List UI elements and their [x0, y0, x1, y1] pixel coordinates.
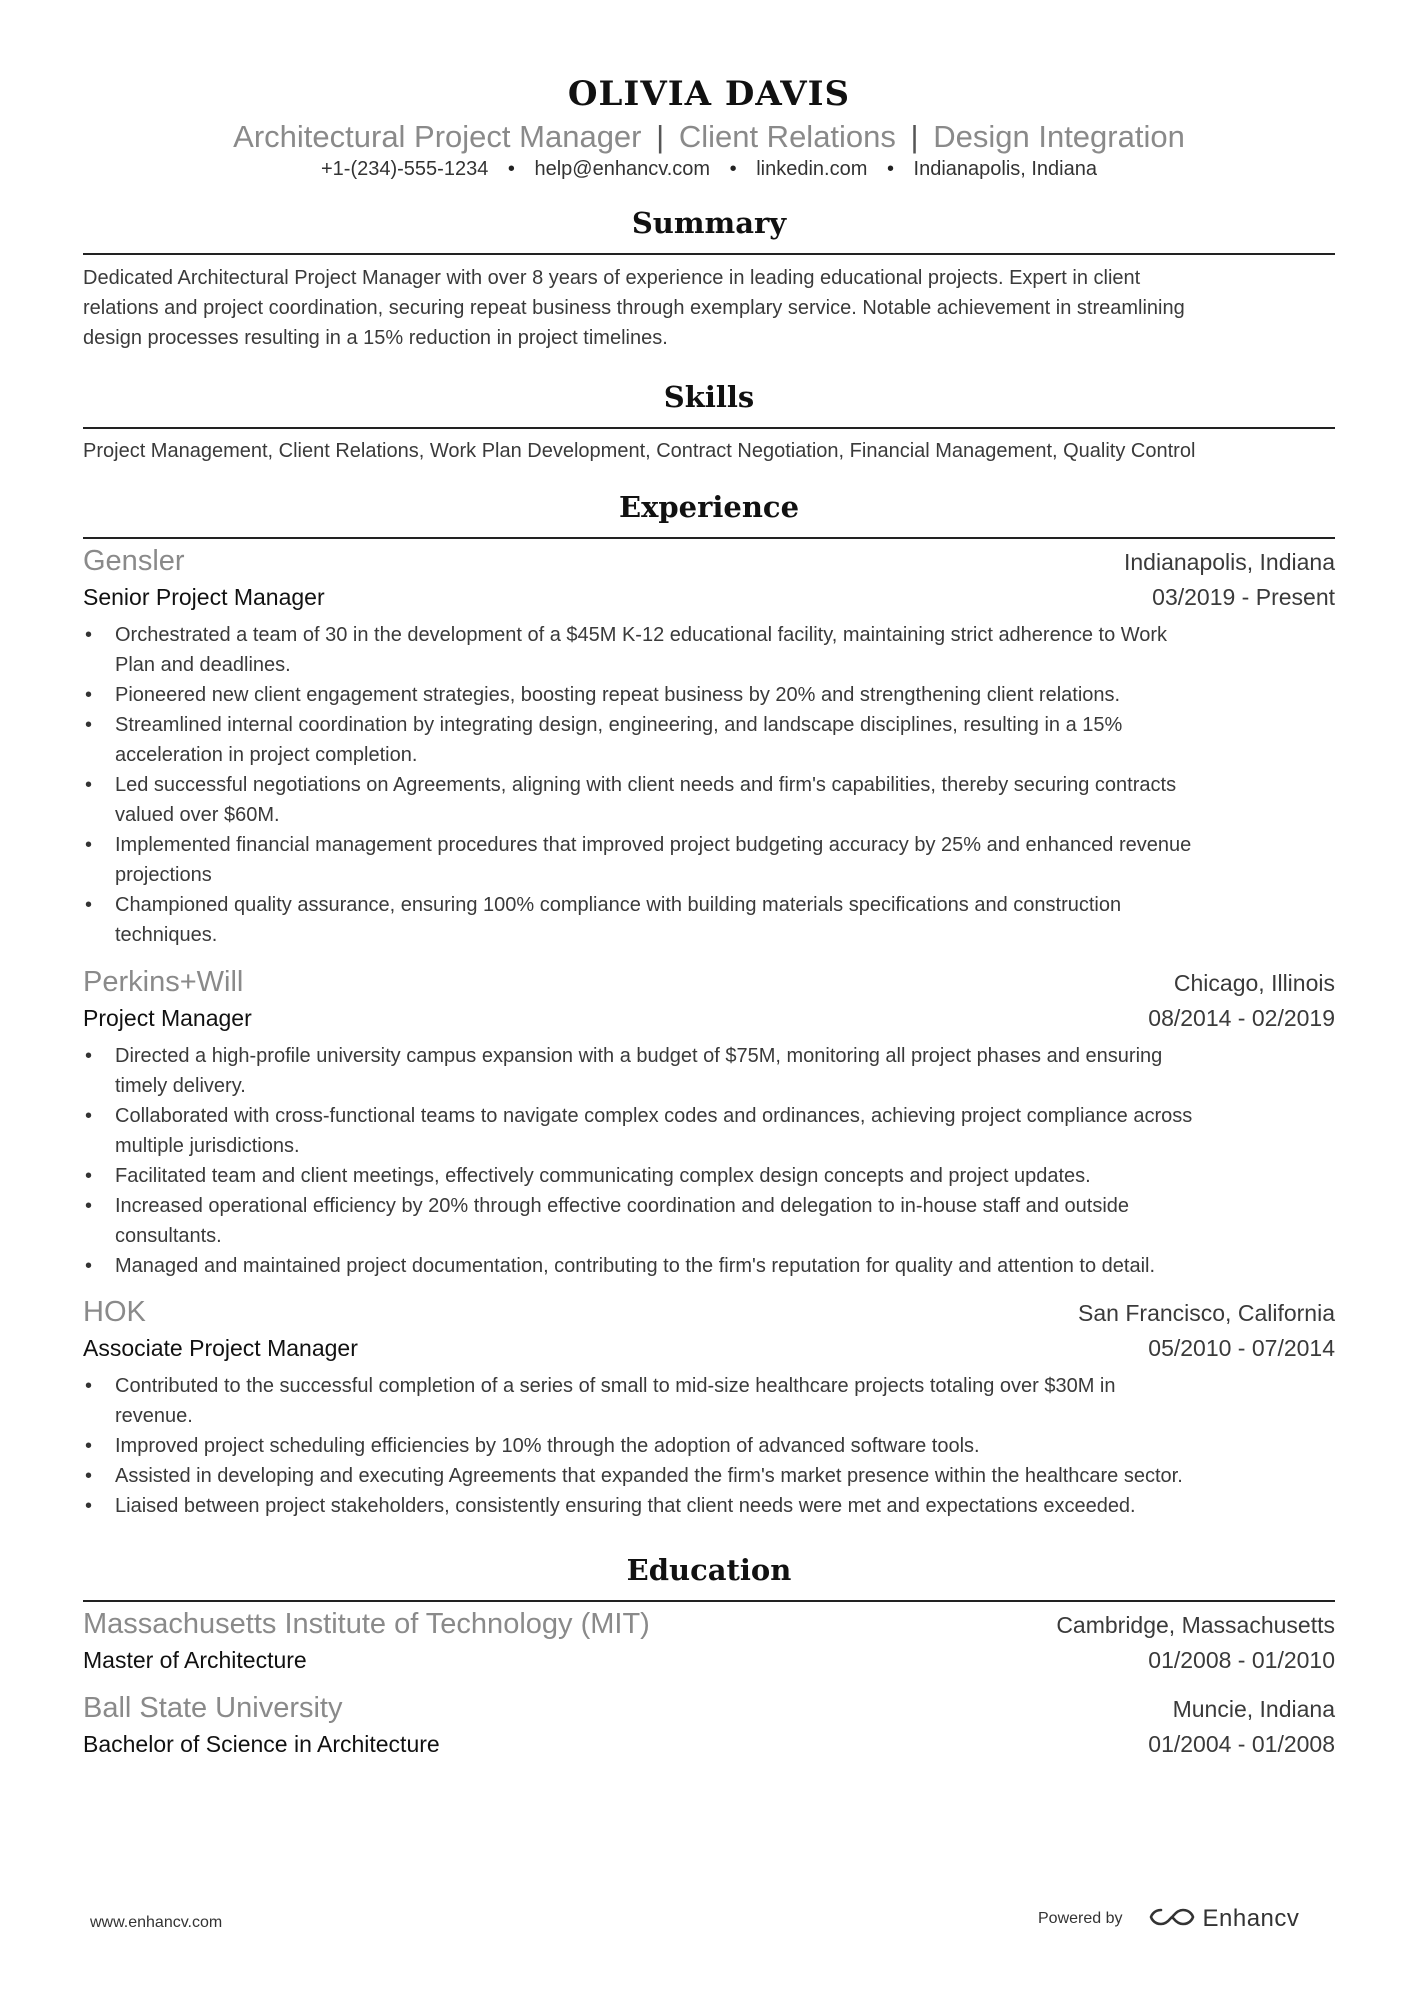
section-divider	[83, 253, 1335, 255]
job-bullets	[83, 620, 1335, 950]
school-name: Ball State University	[83, 1692, 343, 1724]
job-header	[83, 1296, 1335, 1329]
list-item: • Assisted in developing and executing Agreements that expanded the firm's market presence within the healthcare sector.	[83, 1461, 1335, 1491]
list-item: • Collaborated with cross-functional teams to navigate complex codes and ordinances, achieving project compliance across multiple jurisdictions.	[83, 1101, 1335, 1161]
headline-separator: |	[910, 119, 919, 154]
job-subheader	[83, 1335, 1335, 1362]
job-bullets	[83, 1371, 1335, 1521]
job-title: Associate Project Manager	[83, 1335, 358, 1361]
contact-phone[interactable]: +1-(234)-555-1234	[320, 158, 489, 180]
headline-separator: |	[656, 119, 665, 154]
job-subheader	[83, 1005, 1335, 1032]
summary-line: Dedicated Architectural Project Manager with over 8 years of experience in leading educational projects. Expert in client	[83, 267, 1141, 289]
education-header	[83, 1608, 1335, 1641]
job-location: Chicago, Illinois	[1173, 970, 1335, 996]
skills-list: Project Management, Client Relations, Work Plan Development, Contract Negotiation, Financial Management, Quality Control	[83, 440, 1196, 462]
job-title: Project Manager	[83, 1005, 252, 1031]
enhancv-logo-icon	[1149, 1906, 1195, 1933]
list-item: • Championed quality assurance, ensuring 100% compliance with building materials specifications and construction techniques.	[83, 890, 1335, 950]
job-dates: 03/2019 - Present	[1152, 584, 1335, 610]
section-divider	[83, 427, 1335, 429]
education-header	[83, 1692, 1335, 1725]
job-location: Indianapolis, Indiana	[1124, 549, 1335, 575]
list-item: • Implemented financial management procedures that improved project budgeting accuracy by 25% and enhanced revenue projections	[83, 830, 1335, 890]
list-item: • Contributed to the successful completion of a series of small to mid-size healthcare projects totaling over $30M in revenue.	[83, 1371, 1335, 1431]
list-item: • Increased operational efficiency by 20% through effective coordination and delegation to in-house staff and outside consultants.	[83, 1191, 1335, 1251]
powered-by-label: Powered by	[1038, 1910, 1123, 1927]
candidate-name: OLIVIA DAVIS	[567, 74, 851, 114]
job-subheader	[83, 584, 1335, 611]
education-subheader	[83, 1731, 1335, 1758]
enhancv-brand-name: Enhancv	[1202, 1905, 1300, 1932]
section-divider	[83, 1600, 1335, 1602]
job-dates: 05/2010 - 07/2014	[1148, 1335, 1335, 1361]
job-location: San Francisco, California	[1078, 1300, 1335, 1326]
job-header	[83, 966, 1335, 999]
contact-separator: •	[507, 158, 515, 180]
summary-line: design processes resulting in a 15% reduction in project timelines.	[83, 327, 668, 349]
list-item: • Orchestrated a team of 30 in the development of a $45M K-12 educational facility, maintaining strict adherence to Work Plan and deadlines.	[83, 620, 1335, 680]
section-heading-education: Education	[626, 1553, 792, 1587]
company-name: Perkins+Will	[83, 966, 244, 998]
school-name: Massachusetts Institute of Technology (MIT)	[83, 1608, 650, 1640]
list-item: • Improved project scheduling efficiencies by 10% through the adoption of advanced software tools.	[83, 1431, 1335, 1461]
footer-website-link[interactable]: www.enhancv.com	[90, 1914, 223, 1931]
list-item: • Facilitated team and client meetings, effectively communicating complex design concepts and project updates.	[83, 1161, 1335, 1191]
degree: Master of Architecture	[83, 1647, 307, 1673]
headline-title: Architectural Project Manager	[233, 119, 642, 154]
school-location: Cambridge, Massachusetts	[1056, 1612, 1335, 1638]
contact-linkedin[interactable]: linkedin.com	[756, 158, 868, 180]
job-bullets	[83, 1041, 1335, 1281]
headline-titles	[83, 119, 1335, 155]
school-location: Muncie, Indiana	[1172, 1696, 1335, 1722]
list-item: • Managed and maintained project documentation, contributing to the firm's reputation for quality and attention to detail.	[83, 1251, 1335, 1281]
summary-text	[83, 263, 1335, 353]
list-item: • Led successful negotiations on Agreements, aligning with client needs and firm's capabilities, thereby securing contracts valued over $60M.	[83, 770, 1335, 830]
contact-location: Indianapolis, Indiana	[913, 158, 1097, 180]
list-item: • Pioneered new client engagement strategies, boosting repeat business by 20% and strengthening client relations.	[83, 680, 1335, 710]
job-title: Senior Project Manager	[83, 584, 325, 610]
contact-separator: •	[886, 158, 894, 180]
company-name: HOK	[83, 1296, 146, 1328]
list-item: • Liaised between project stakeholders, consistently ensuring that client needs were met and expectations exceeded.	[83, 1491, 1335, 1521]
footer-branding[interactable]	[1038, 1905, 1299, 1933]
summary-line: relations and project coordination, securing repeat business through exemplary service. Notable achievement in streamlining	[83, 297, 1185, 319]
education-dates: 01/2004 - 01/2008	[1148, 1731, 1335, 1757]
education-subheader	[83, 1647, 1335, 1674]
contact-email[interactable]: help@enhancv.com	[534, 158, 711, 180]
contact-separator: •	[729, 158, 737, 180]
section-heading-skills: Skills	[663, 380, 755, 414]
headline-title: Client Relations	[678, 119, 896, 154]
job-dates: 08/2014 - 02/2019	[1148, 1005, 1335, 1031]
contact-info	[83, 158, 1335, 181]
list-item: • Streamlined internal coordination by integrating design, engineering, and landscape disciplines, resulting in a 15% acceleration in project completion.	[83, 710, 1335, 770]
degree: Bachelor of Science in Architecture	[83, 1731, 440, 1757]
list-item: • Directed a high-profile university campus expansion with a budget of $75M, monitoring all project phases and ensuring timely delivery.	[83, 1041, 1335, 1101]
job-header	[83, 545, 1335, 578]
company-name: Gensler	[83, 545, 185, 577]
headline-title: Design Integration	[933, 119, 1185, 154]
section-heading-summary: Summary	[631, 206, 787, 240]
section-divider	[83, 537, 1335, 539]
education-dates: 01/2008 - 01/2010	[1148, 1647, 1335, 1673]
section-heading-experience: Experience	[618, 490, 800, 524]
